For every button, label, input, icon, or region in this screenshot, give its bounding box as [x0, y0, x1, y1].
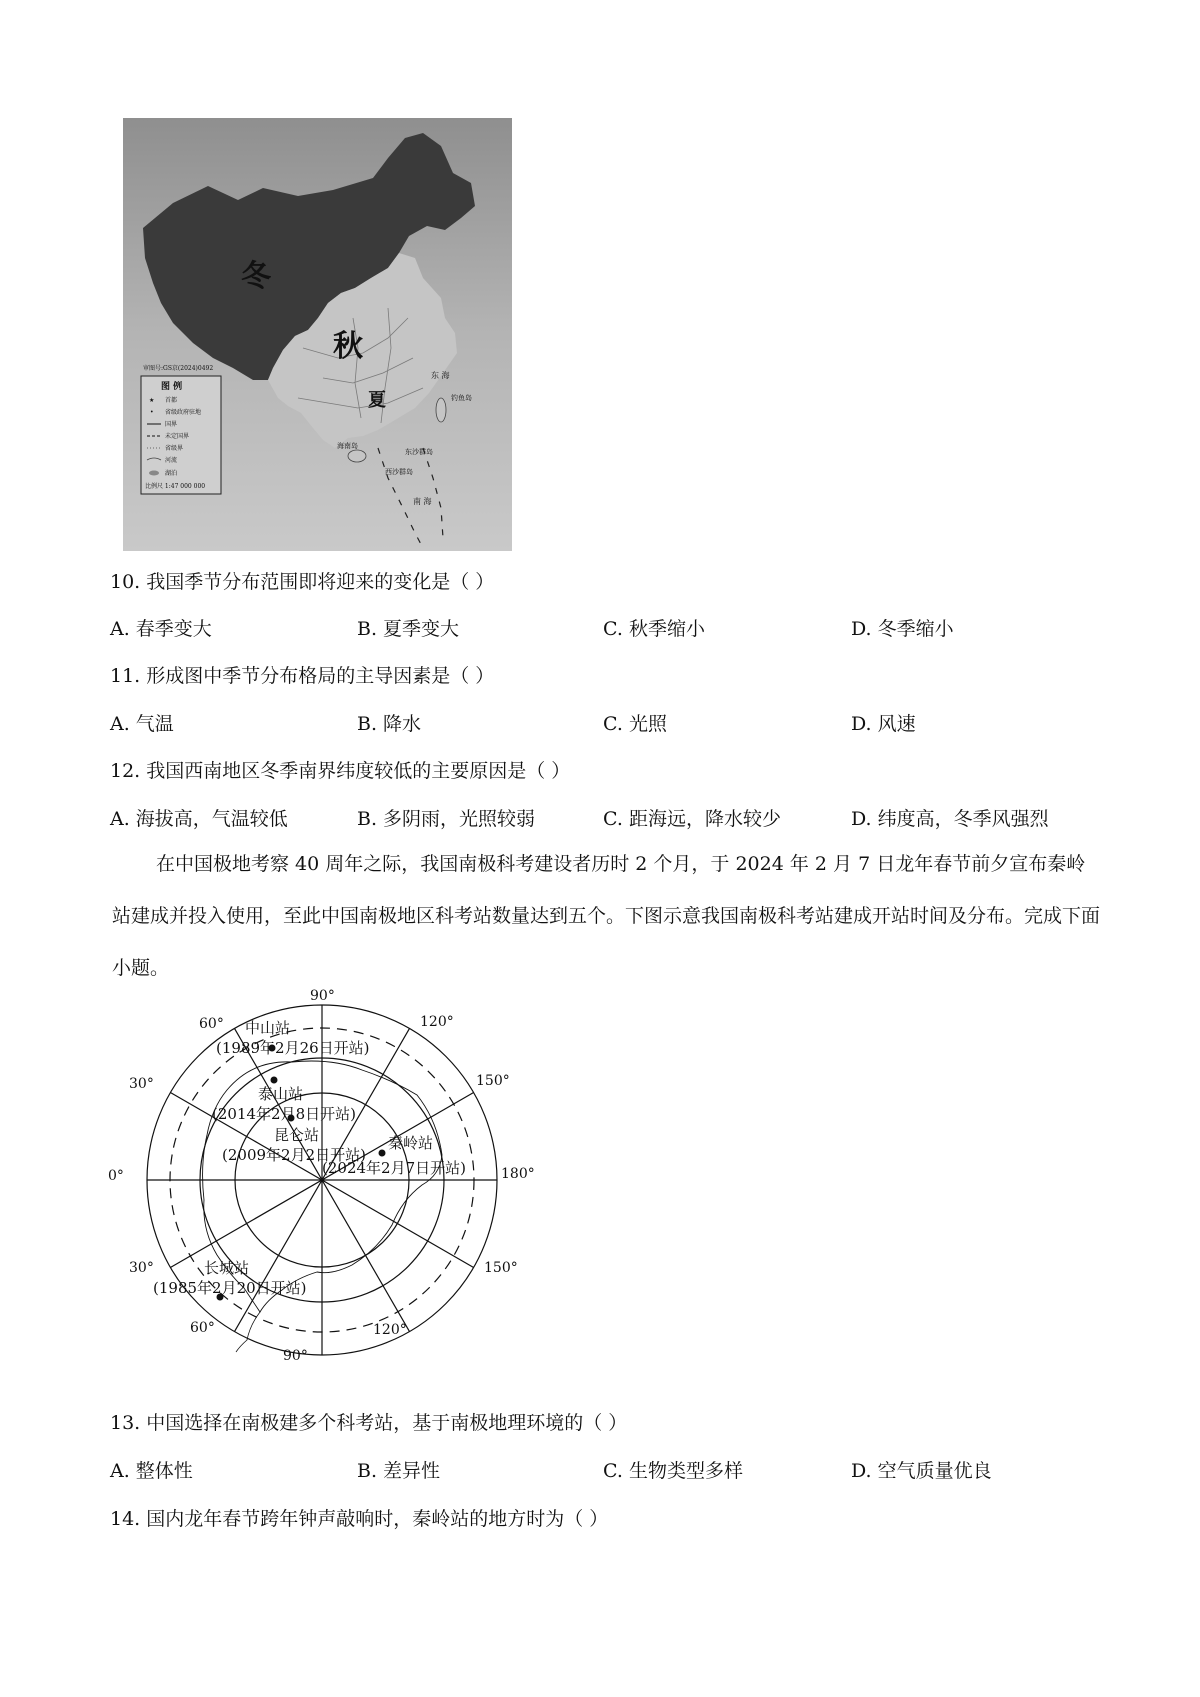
question-13-stem: 13. 中国选择在南极建多个科考站，基于南极地理环境的（ ） — [110, 1412, 628, 1434]
place-label-dongsha: 东沙群岛 — [405, 448, 433, 456]
question-11-option-d[interactable]: D. 风速 — [851, 713, 916, 735]
question-12-option-a[interactable]: A. 海拔高，气温较低 — [110, 808, 288, 830]
place-label-diaoyu: 钓鱼岛 — [451, 394, 472, 402]
station-date-changcheng: (1985年2月20日开站) — [153, 1279, 307, 1297]
season-label-winter: 冬 — [241, 259, 271, 294]
station-date-zhongshan: (1989年2月26日开站) — [216, 1039, 370, 1057]
svg-text:★: ★ — [149, 397, 155, 404]
legend-item-province-capital: 省级政府驻地 — [165, 409, 202, 416]
legend-title: 图 例 — [161, 382, 183, 392]
lon-label-lower-left: 30° — [129, 1260, 154, 1276]
station-name-kunlun: 昆仑站 — [274, 1126, 320, 1144]
legend-item-national-border: 国界 — [165, 421, 178, 428]
lon-label-top-left: 60° — [199, 1016, 224, 1032]
station-name-qinling: 秦岭站 — [388, 1134, 434, 1152]
station-name-zhongshan: 中山站 — [245, 1019, 291, 1037]
question-12-option-c[interactable]: C. 距海远，降水较少 — [603, 808, 781, 830]
legend-item-lake: 湖泊 — [165, 470, 178, 477]
lon-label-bottom: 90° — [283, 1348, 308, 1364]
question-10-option-d[interactable]: D. 冬季缩小 — [851, 618, 954, 640]
question-10-stem: 10. 我国季节分布范围即将迎来的变化是（ ） — [110, 571, 495, 593]
question-14-stem: 14. 国内龙年春节跨年钟声敲响时，秦岭站的地方时为（ ） — [110, 1508, 609, 1530]
antarctic-peninsula — [236, 1312, 260, 1352]
reading-passage: 在中国极地考察 40 周年之际，我国南极科考建设者历时 2 个月，于 2024 年 2 月 7 日龙年春节前夕宣布秦岭站建成并投入使用，至此中国南极地区科考站数量达到五个。下图示意我国南极科考站建成开站时间及分布。完成下面小题。 — [112, 853, 1101, 979]
antarctic-stations-map — [108, 985, 548, 1365]
approval-number: 审图号:GS京(2024)0492 — [143, 365, 214, 372]
station-dot-taishan — [271, 1077, 278, 1084]
question-11-option-b[interactable]: B. 降水 — [357, 713, 422, 735]
station-name-changcheng: 长城站 — [204, 1259, 250, 1277]
question-13-option-d[interactable]: D. 空气质量优良 — [851, 1460, 992, 1482]
lon-label-top-right: 120° — [420, 1014, 454, 1030]
question-13-option-a[interactable]: A. 整体性 — [110, 1460, 193, 1482]
question-12-stem: 12. 我国西南地区冬季南界纬度较低的主要原因是（ ） — [110, 760, 571, 782]
meridian-lines — [147, 1005, 497, 1355]
legend-scale: 比例尺 1:47 000 000 — [145, 483, 206, 490]
question-10-option-b[interactable]: B. 夏季变大 — [357, 618, 460, 640]
question-11-option-a[interactable]: A. 气温 — [110, 713, 174, 735]
question-11-option-c[interactable]: C. 光照 — [603, 713, 667, 735]
season-label-summer: 夏 — [368, 390, 386, 411]
lon-label-lower-right: 150° — [484, 1260, 518, 1276]
hainan-island — [348, 450, 366, 462]
place-label-xisha: 西沙群岛 — [385, 468, 413, 476]
lon-label-top: 90° — [310, 988, 335, 1004]
taiwan-island — [436, 398, 446, 422]
question-11-stem: 11. 形成图中季节分布格局的主导因素是（ ） — [110, 665, 495, 687]
lon-label-upper-right: 150° — [476, 1073, 510, 1089]
question-12-option-d[interactable]: D. 纬度高，冬季风强烈 — [851, 808, 1049, 830]
place-label-hainan: 海南岛 — [337, 442, 358, 450]
question-13-option-b[interactable]: B. 差异性 — [357, 1460, 441, 1482]
legend-item-province-border: 省级界 — [165, 445, 184, 452]
station-date-qinling: (2024年2月7日开站) — [322, 1159, 466, 1177]
station-name-taishan: 泰山站 — [258, 1085, 304, 1103]
place-label-east-sea: 东 海 — [431, 371, 450, 380]
station-date-kunlun: (2009年2月2日开站) — [222, 1146, 366, 1164]
station-dot-qinling — [379, 1150, 386, 1157]
question-13-option-c[interactable]: C. 生物类型多样 — [603, 1460, 743, 1482]
lon-label-upper-left: 30° — [129, 1076, 154, 1092]
season-label-autumn: 秋 — [333, 329, 363, 364]
lon-label-right: 180° — [501, 1166, 535, 1182]
question-10-option-a[interactable]: A. 春季变大 — [110, 618, 212, 640]
lon-label-left: 0° — [108, 1168, 124, 1184]
map-legend — [141, 376, 221, 494]
legend-item-capital: 首都 — [165, 397, 178, 404]
question-10-option-c[interactable]: C. 秋季缩小 — [603, 618, 705, 640]
lon-label-bottom-left: 60° — [190, 1320, 215, 1336]
legend-item-undefined-border: 未定国界 — [165, 433, 190, 440]
station-date-taishan: (2014年2月8日开站) — [212, 1105, 356, 1123]
place-label-south-sea: 南 海 — [413, 497, 432, 506]
svg-text:•: • — [150, 409, 154, 416]
season-map-figure — [123, 118, 512, 551]
question-12-option-b[interactable]: B. 多阴雨，光照较弱 — [357, 808, 536, 830]
lon-label-bottom-right: 120° — [373, 1322, 407, 1338]
legend-item-river: 河流 — [165, 457, 178, 464]
